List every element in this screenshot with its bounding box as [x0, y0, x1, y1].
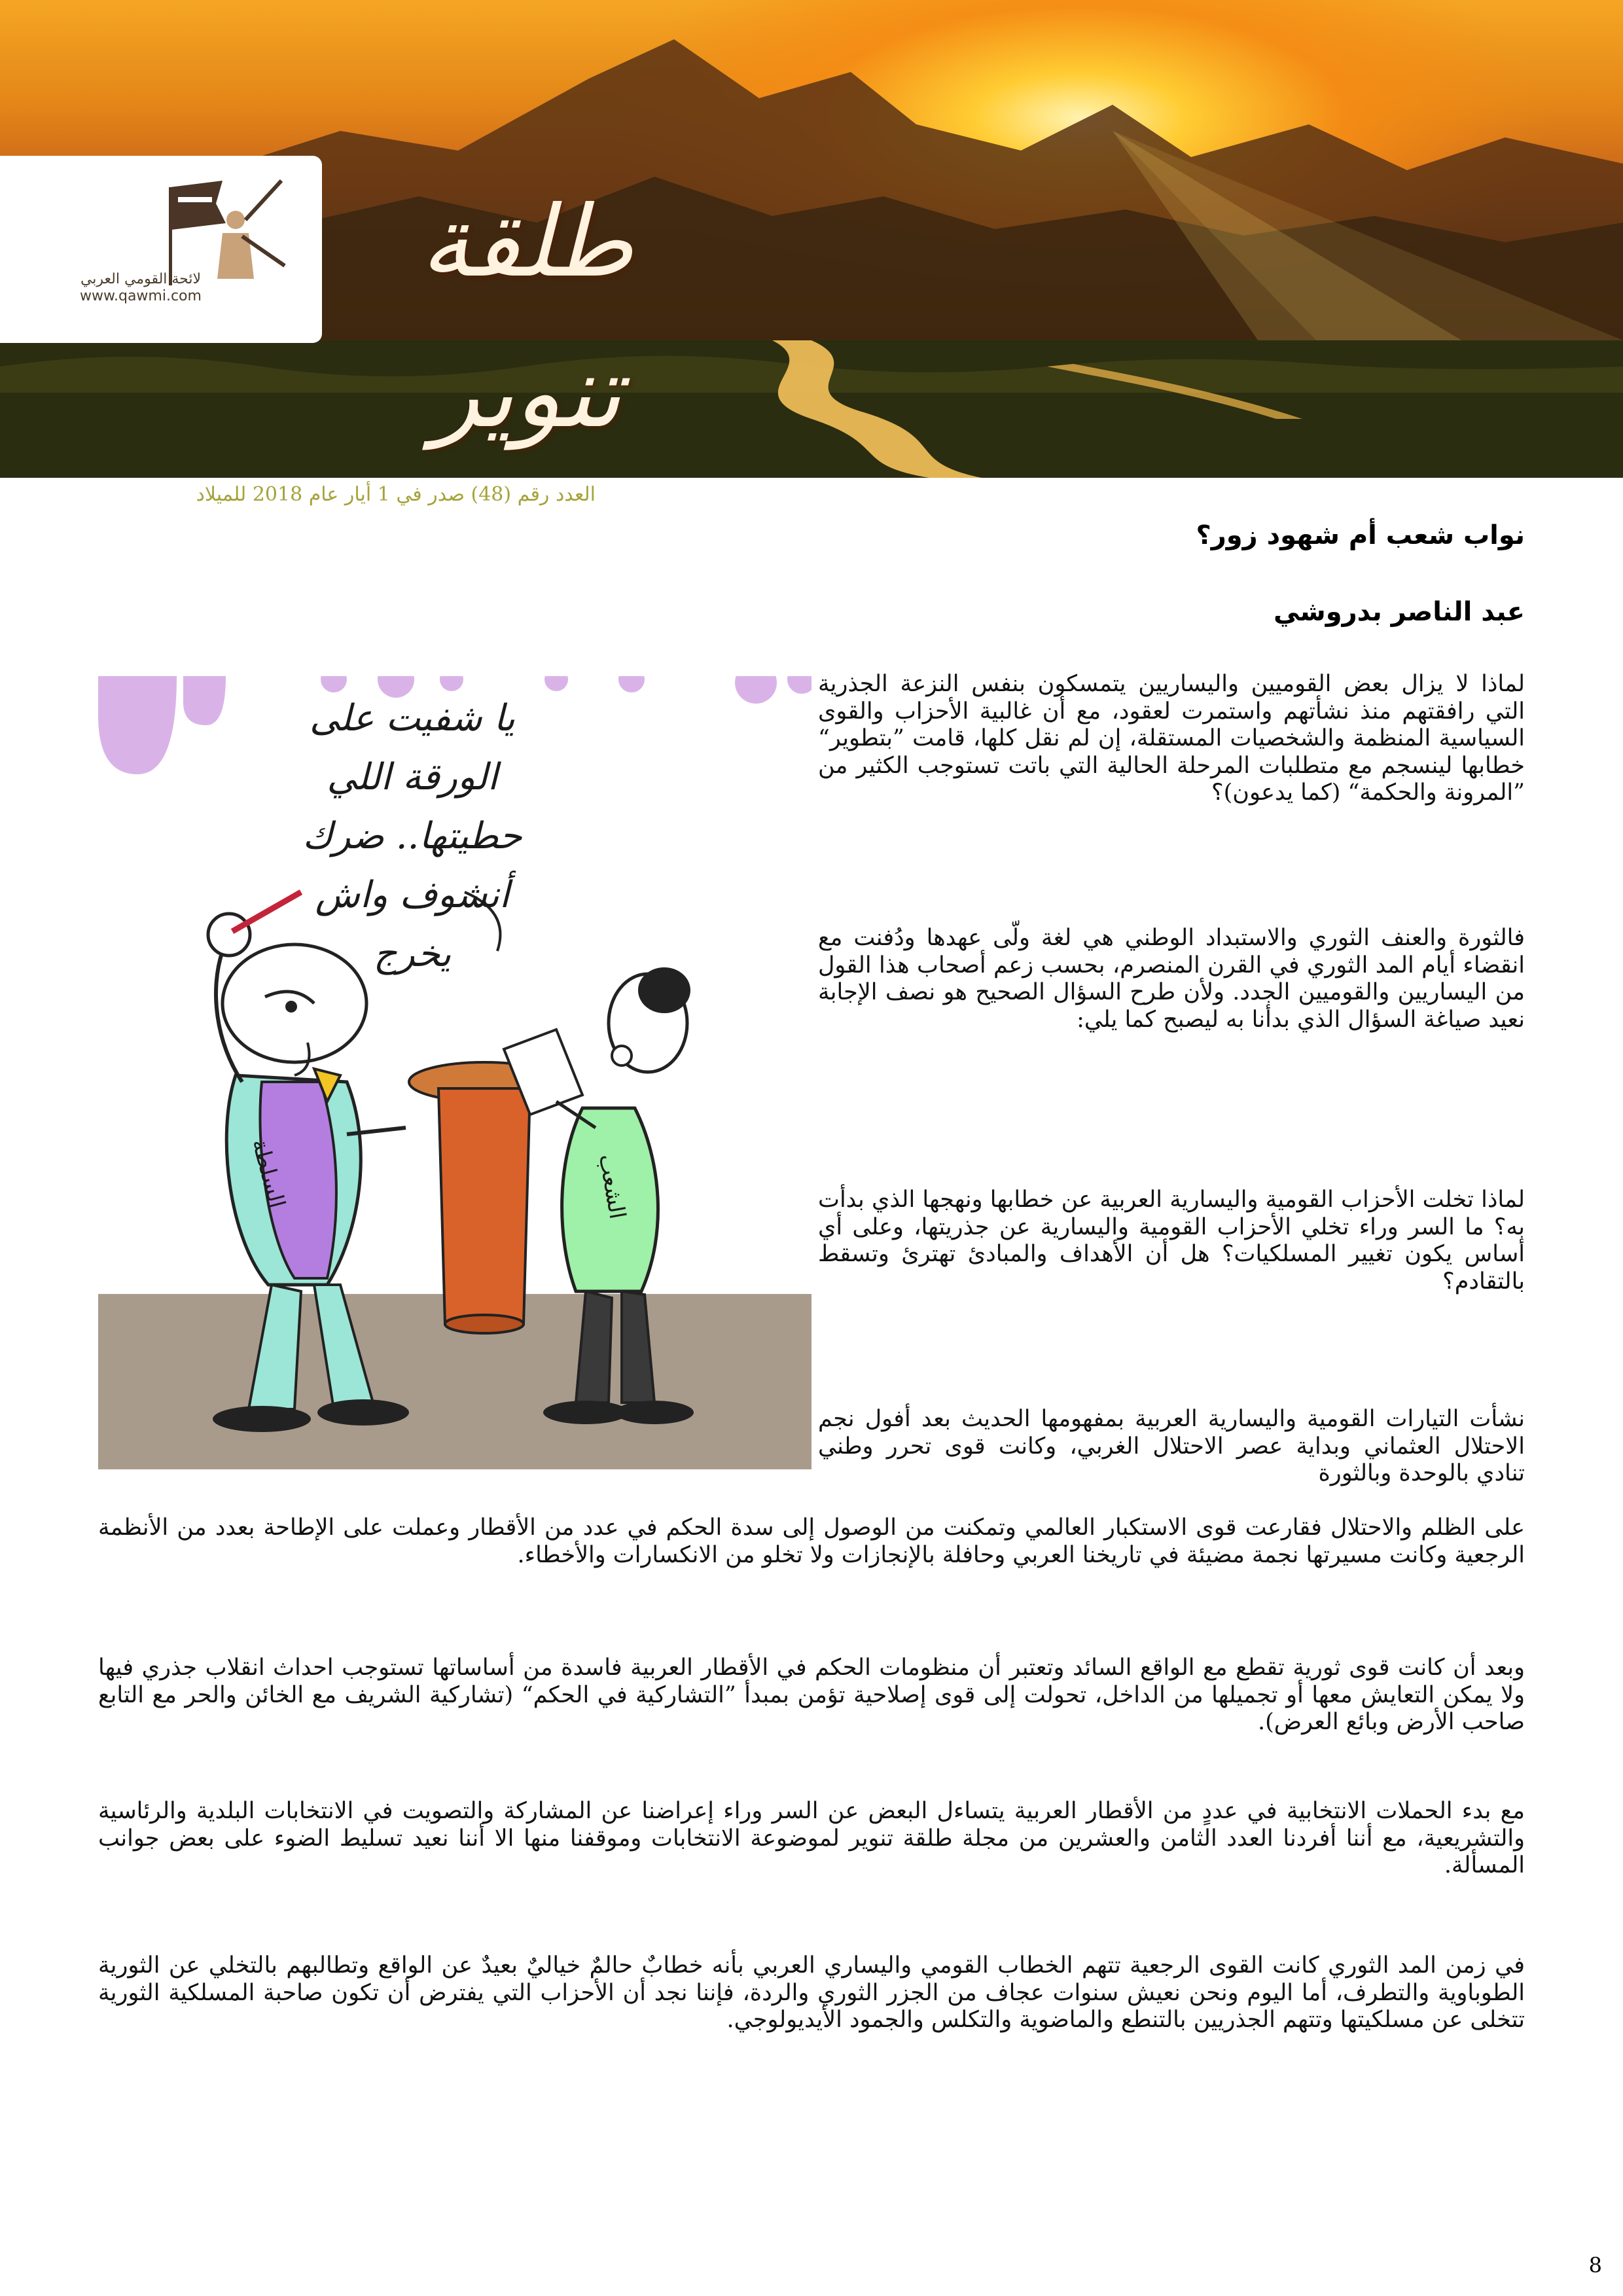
article-author: عبد الناصر بدروشي [1273, 597, 1525, 627]
article-paragraph: على الظلم والاحتلال فقارعت قوى الاستكبار العالمي وتمكنت من الوصول إلى سدة الحكم في عدد من الأقطار وعملت على الإطاحة بعدد من الأنظمة الرجعية وكانت مسيرتها نجمة مضيئة في تاريخنا العربي وحافلة بالإنجازات ولا تخلو من الانكسارات والأخطاء. [98, 1515, 1525, 1568]
publisher-name: لائحة القومي العربي [80, 271, 202, 287]
article-headline: نواب شعب أم شهود زور؟ [1196, 520, 1525, 550]
cartoon-label-power: السلطة [246, 1136, 291, 1211]
article-paragraph: مع بدء الحملات الانتخابية في عددٍ من الأقطار العربية يتساءل البعض عن السر وراء إعراضنا عن المشاركة والتصويت في الانتخابات البلدية والرئاسية والتشريعية، مع أننا أفردنا العدد الثامن والعشرين من مجلة طلقة تنوير لموضوعة الانتخابات وموقفنا منها الا أننا نعيد تسليط الضوء على بعض جوانب المسألة. [98, 1798, 1525, 1878]
editorial-cartoon [98, 676, 812, 1469]
cartoon-label-people: الشعب [593, 1152, 631, 1221]
publisher-caption [33, 271, 249, 305]
publisher-site: www.qawmi.com [80, 288, 202, 304]
article-paragraph: نشأت التيارات القومية واليسارية العربية بمفهومها الحديث بعد أفول نجم الاحتلال العثماني وبداية عصر الاحتلال الغربي، وكانت قوى تحرر وطني تنادي بالوحدة وبالثورة [818, 1406, 1525, 1486]
article-paragraph: فالثورة والعنف الثوري والاستبداد الوطني هي لغة ولّى عهدها ودُفنت مع انقضاء أيام المد الثوري في القرن المنصرم، بحسب زعم أصحاب هذا القول من اليساريين والقوميين الجدد. ولأن طرح السؤال الصحيح هو نصف الإجابة نعيد صياغة السؤال الذي بدأنا به ليصبح كما يلي: [818, 925, 1525, 1033]
article-paragraph: لماذا لا يزال بعض القوميين واليساريين يتمسكون بنفس النزعة الجذرية التي رافقتهم منذ نشأتهم واستمرت لعقود، مع أن غالبية الأحزاب والقوى السياسية المنظمة والشخصيات المستقلة، إن لم نقل كلها، قامت ”بتطوير“ خطابها لينسجم مع متطلبات المرحلة الحالية التي باتت تستوجب الكثير من ”المرونة والحكمة“ (كما يدعون)؟ [818, 671, 1525, 806]
page-number: 8 [1588, 2253, 1602, 2278]
article-paragraph: وبعد أن كانت قوى ثورية تقطع مع الواقع السائد وتعتبر أن منظومات الحكم في الأقطار العربية فاسدة من أساساتها تستوجب احداث انقلاب جذري فيها ولا يمكن التعايش معها أو تجميلها من الداخل، تحولت إلى قوى إصلاحية تؤمن بمبدأ ”التشاركية في الحكم“ (تشاركية الشريف مع الخائن والحر مع التابع صاحب الأرض وبائع العرض). [98, 1655, 1525, 1735]
article-paragraph: لماذا تخلت الأحزاب القومية واليسارية العربية عن خطابها ونهجها الذي بدأت به؟ ما السر وراء تخلي الأحزاب القومية واليسارية عن جذريتها، وعلى أي أساس يكون تغيير المسلكيات؟ هل أن الأهداف والمبادئ تهترئ وتسقط بالتقادم؟ [818, 1187, 1525, 1295]
article-paragraph: في زمن المد الثوري كانت القوى الرجعية تتهم الخطاب القومي واليساري العربي بأنه خطابٌ حالمٌ خياليٌ بعيدٌ عن الواقع وتطالبهم بالتخلي عن الثورية الطوباوية والتطرف، أما اليوم ونحن نعيش سنوات عجاف من الجزر الثوري والردة، فإننا نجد أن الأحزاب التي يفترض أن تكون صاحبة المسلكية الثورية تتخلى عن مسلكيتها وتتهم الجذريين بالتنطع والماضوية والتكلس والجمود الأيديولوجي. [98, 1952, 1525, 2033]
header-banner [0, 0, 1623, 478]
cartoon-speech-text: يا شفيت على الورقة اللي حطيتها.. ضرك أنشوف واش يخرج [302, 697, 522, 975]
magazine-title: طلقة تنوير [420, 185, 633, 450]
publisher-logo-box [0, 156, 322, 343]
issue-line: العدد رقم (48) صدر في 1 أيار عام 2018 للميلاد [196, 483, 596, 506]
